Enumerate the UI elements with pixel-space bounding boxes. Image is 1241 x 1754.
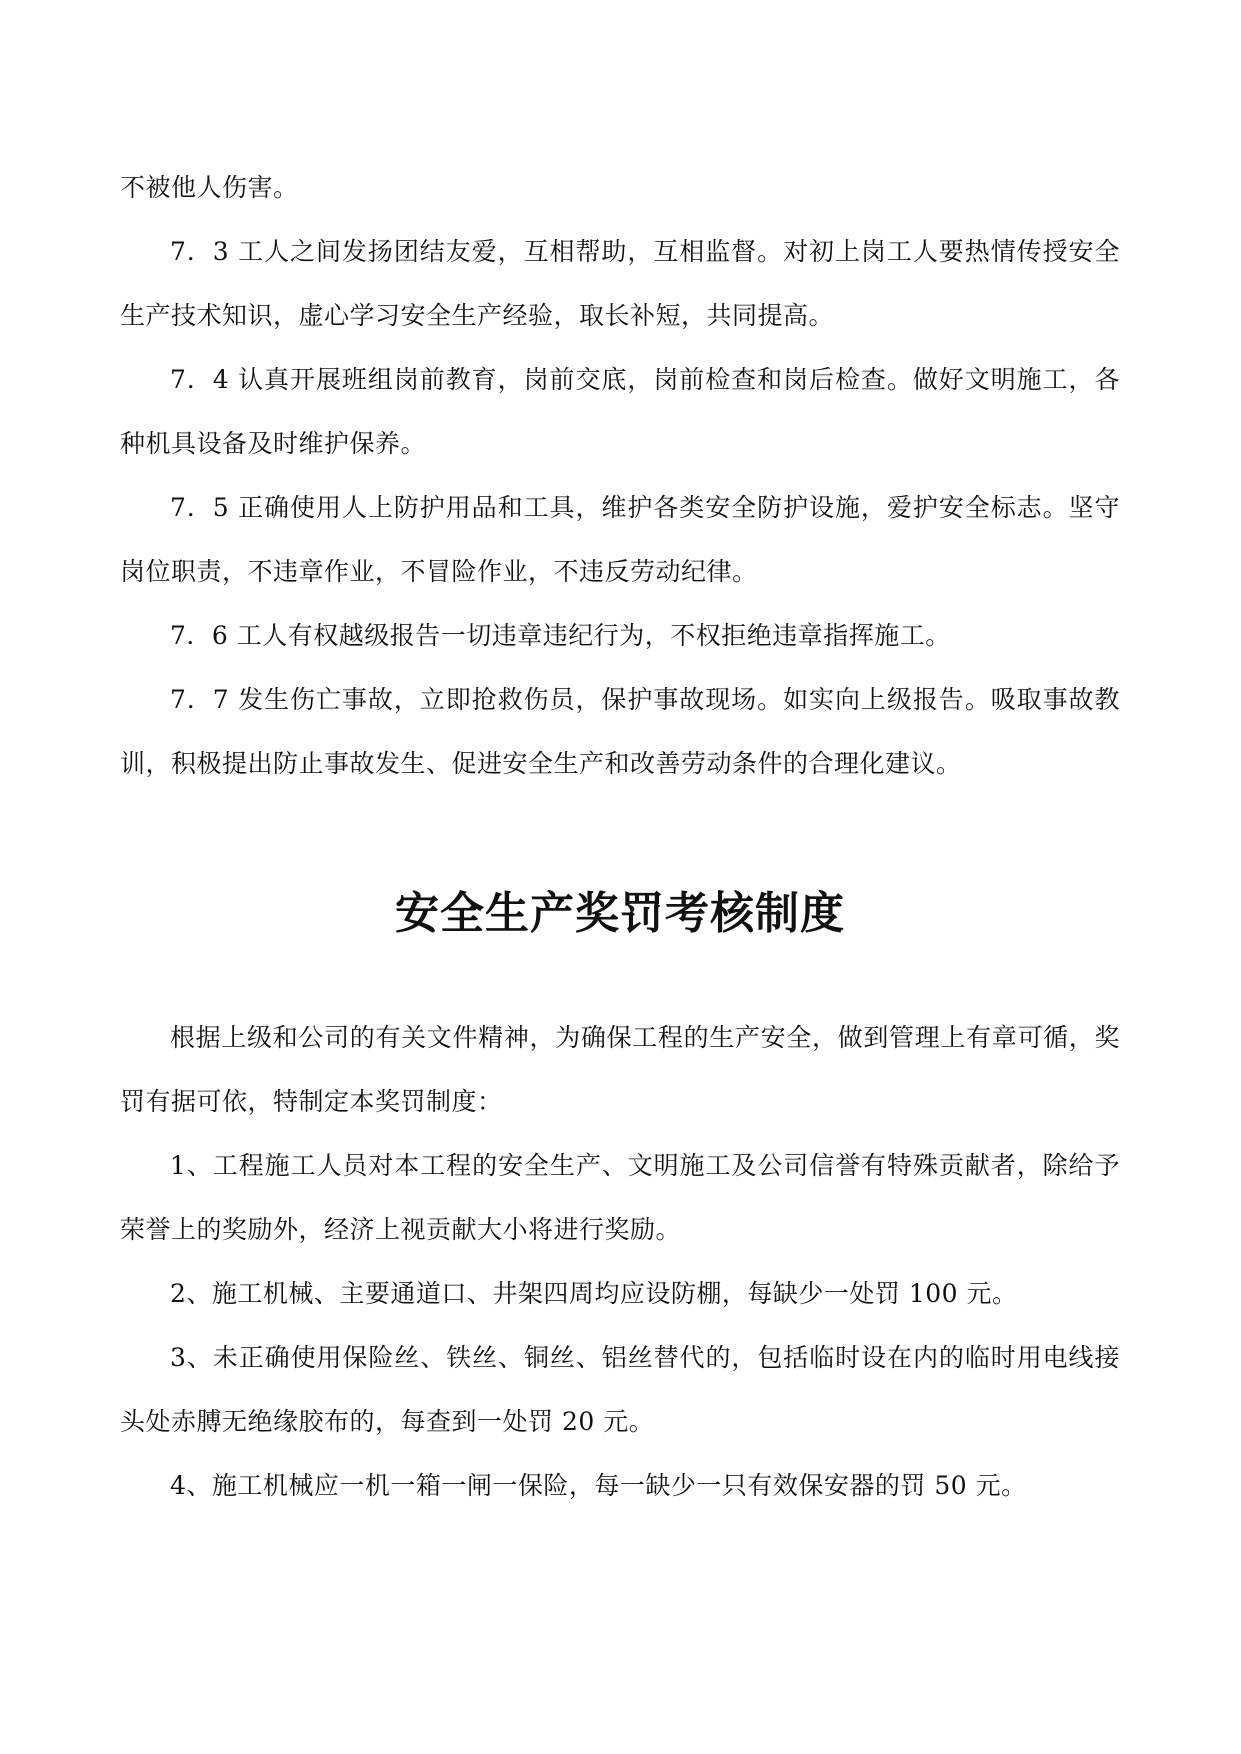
rule-1: 1、工程施工人员对本工程的安全生产、文明施工及公司信誉有特殊贡献者，除给予荣誉上的奖励外，经济上视贡献大小将进行奖励。	[120, 1151, 1120, 1244]
section7-item-6: 7．6 工人有权越级报告一切违章违纪行为，不权拒绝违章指挥施工。	[170, 621, 951, 650]
section7-item-7: 7．7 发生伤亡事故，立即抢救伤员，保护事故现场。如实向上级报告。吸取事故教训，积极提出防止事故发生、促进安全生产和改善劳动条件的合理化建议。	[120, 685, 1120, 778]
rule-2: 2、施工机械、主要通道口、井架四周均应设防棚，每缺少一处罚 100 元。	[170, 1279, 1018, 1308]
rule-4: 4、施工机械应一机一箱一闸一保险，每一缺少一只有效保安器的罚 50 元。	[170, 1471, 1027, 1500]
rule-3: 3、未正确使用保险丝、铁丝、铜丝、铝丝替代的，包括临时设在内的临时用电线接头处赤膊无绝缘胶布的，每查到一处罚 20 元。	[120, 1343, 1120, 1436]
intro-paragraph: 根据上级和公司的有关文件精神，为确保工程的生产安全，做到管理上有章可循，奖罚有据可依，特制定本奖罚制度：	[120, 1023, 1120, 1116]
section7-item-4: 7．4 认真开展班组岗前教育，岗前交底，岗前检查和岗后检查。做好文明施工，各种机具设备及时维护保养。	[120, 365, 1120, 458]
section7-item-5: 7．5 正确使用人上防护用品和工具，维护各类安全防护设施，爱护安全标志。坚守岗位职责，不违章作业，不冒险作业，不违反劳动纪律。	[120, 493, 1120, 586]
section7-continuation: 不被他人伤害。	[120, 173, 299, 202]
section-heading: 安全生产奖罚考核制度	[395, 888, 845, 939]
section7-item-3: 7．3 工人之间发扬团结友爱，互相帮助，互相监督。对初上岗工人要热情传授安全生产技术知识，虚心学习安全生产经验，取长补短，共同提高。	[120, 237, 1120, 330]
page-content	[120, 156, 1120, 1518]
